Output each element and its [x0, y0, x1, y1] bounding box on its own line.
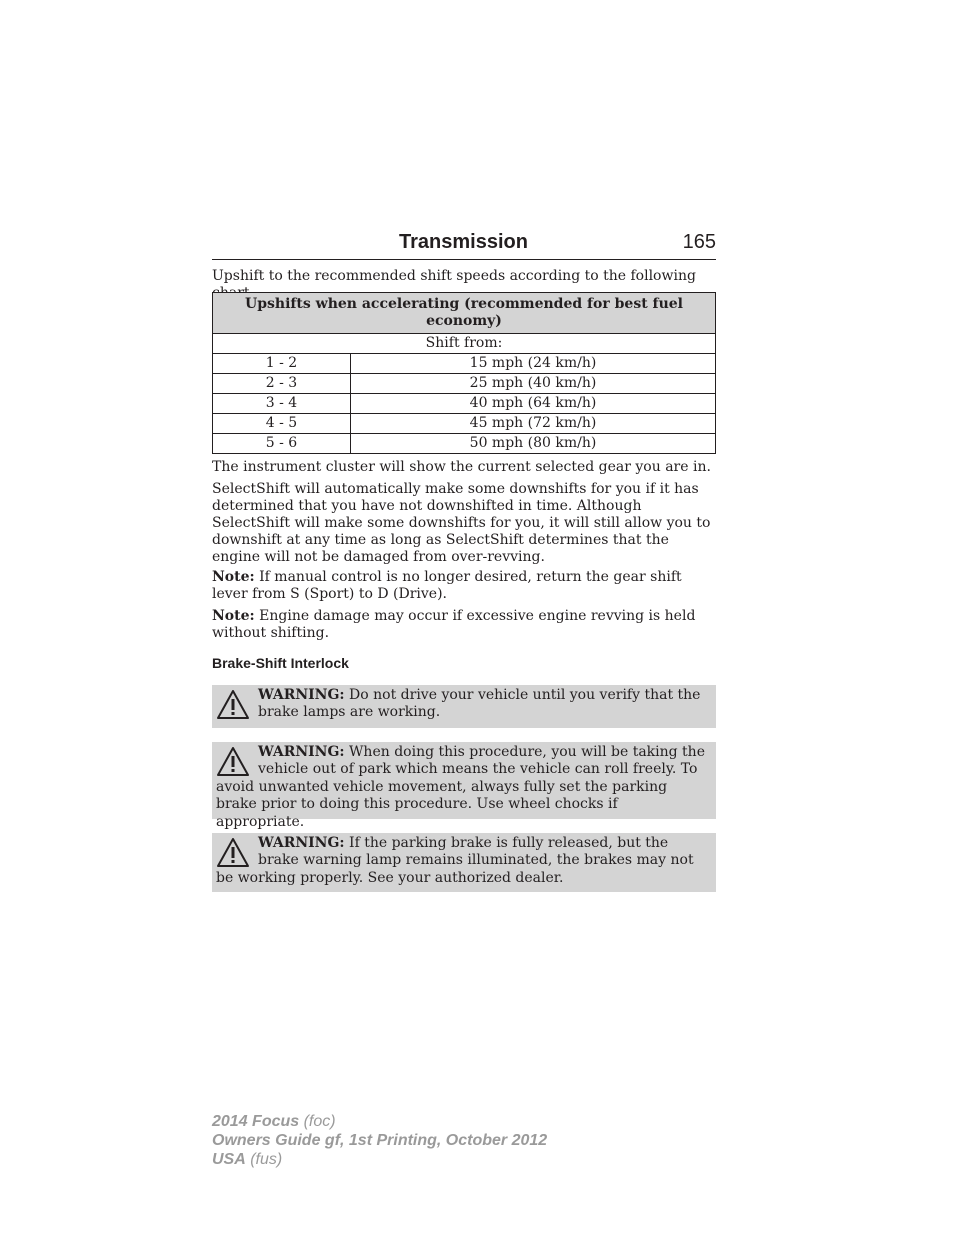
warning-text: When doing this procedure, you will be taking the vehicle out of park which means the vehicle can roll freely. To avoid unwanted vehicle movement, always fully set the parking brake prior to doing this procedure. Use wheel chocks if appropriate.: [216, 744, 705, 830]
table-row: [213, 374, 716, 394]
note-text: If manual control is no longer desired, return the gear shift lever from S (Sport) to D (Drive).: [212, 569, 682, 602]
page-number: 165: [682, 231, 716, 253]
warning-box: [212, 833, 716, 892]
footer-market-code: (fus): [245, 1151, 283, 1168]
page-header: [212, 229, 716, 260]
warning-label: WARNING:: [258, 687, 345, 703]
warning-triangle-icon: [216, 837, 250, 869]
table-row: [213, 354, 716, 374]
footer-line: [212, 1112, 547, 1131]
speed-cell: 15 mph (24 km/h): [351, 354, 716, 374]
warning-box: [212, 742, 716, 830]
note-paragraph: [212, 569, 716, 603]
gear-cell: 5 - 6: [213, 434, 351, 454]
gear-cell: 2 - 3: [213, 374, 351, 394]
table-heading: Upshifts when accelerating (recommended for best fuel economy): [213, 293, 716, 334]
note-label: Note:: [212, 569, 255, 585]
table-row: [213, 394, 716, 414]
note-paragraph: [212, 608, 716, 642]
speed-cell: 40 mph (64 km/h): [351, 394, 716, 414]
subsection-title: Brake-Shift Interlock: [212, 655, 349, 671]
page-footer: [212, 1112, 547, 1169]
selectshift-paragraph: SelectShift will automatically make some downshifts for you if it has determined that you have not downshifted in time. Although SelectShift will make some downshifts for you, it will still allow you to downshift at any time as long as SelectShift determines that the engine will not be damaged from over-revving.: [212, 481, 711, 565]
section-title: Transmission: [399, 231, 528, 253]
gear-cell: 3 - 4: [213, 394, 351, 414]
warning-text: If the parking brake is fully released, but the brake warning lamp remains illuminated, the brakes may not be working properly. See your authorized dealer.: [216, 835, 694, 886]
footer-edition: Owners Guide gf, 1st Printing, October 2012: [212, 1132, 548, 1149]
cluster-paragraph: The instrument cluster will show the current selected gear you are in.: [212, 459, 711, 475]
footer-line: [212, 1150, 547, 1169]
warning-triangle-icon: [216, 746, 250, 778]
gear-cell: 1 - 2: [213, 354, 351, 374]
table-row: [213, 434, 716, 454]
warning-label: WARNING:: [258, 744, 345, 760]
table-heading-row: [213, 293, 716, 334]
table-subheading-row: [213, 334, 716, 354]
warning-label: WARNING:: [258, 835, 345, 851]
speed-cell: 45 mph (72 km/h): [351, 414, 716, 434]
gear-cell: 4 - 5: [213, 414, 351, 434]
table-subheading: Shift from:: [213, 334, 716, 354]
shift-speed-table: [212, 292, 716, 454]
note-label: Note:: [212, 608, 255, 624]
speed-cell: 25 mph (40 km/h): [351, 374, 716, 394]
warning-triangle-icon: [216, 689, 250, 721]
warning-text: Do not drive your vehicle until you verify that the brake lamps are working.: [258, 687, 701, 721]
warning-box: [212, 685, 716, 728]
intro-paragraph: Upshift to the recommended shift speeds according to the following: [212, 268, 696, 284]
note-text: Engine damage may occur if excessive engine revving is held without shifting.: [212, 608, 696, 641]
footer-market: USA: [212, 1151, 246, 1168]
footer-model-code: (foc): [299, 1113, 336, 1130]
table-row: [213, 414, 716, 434]
speed-cell: 50 mph (80 km/h): [351, 434, 716, 454]
footer-model: 2014 Focus: [212, 1113, 300, 1130]
footer-line: [212, 1131, 547, 1150]
